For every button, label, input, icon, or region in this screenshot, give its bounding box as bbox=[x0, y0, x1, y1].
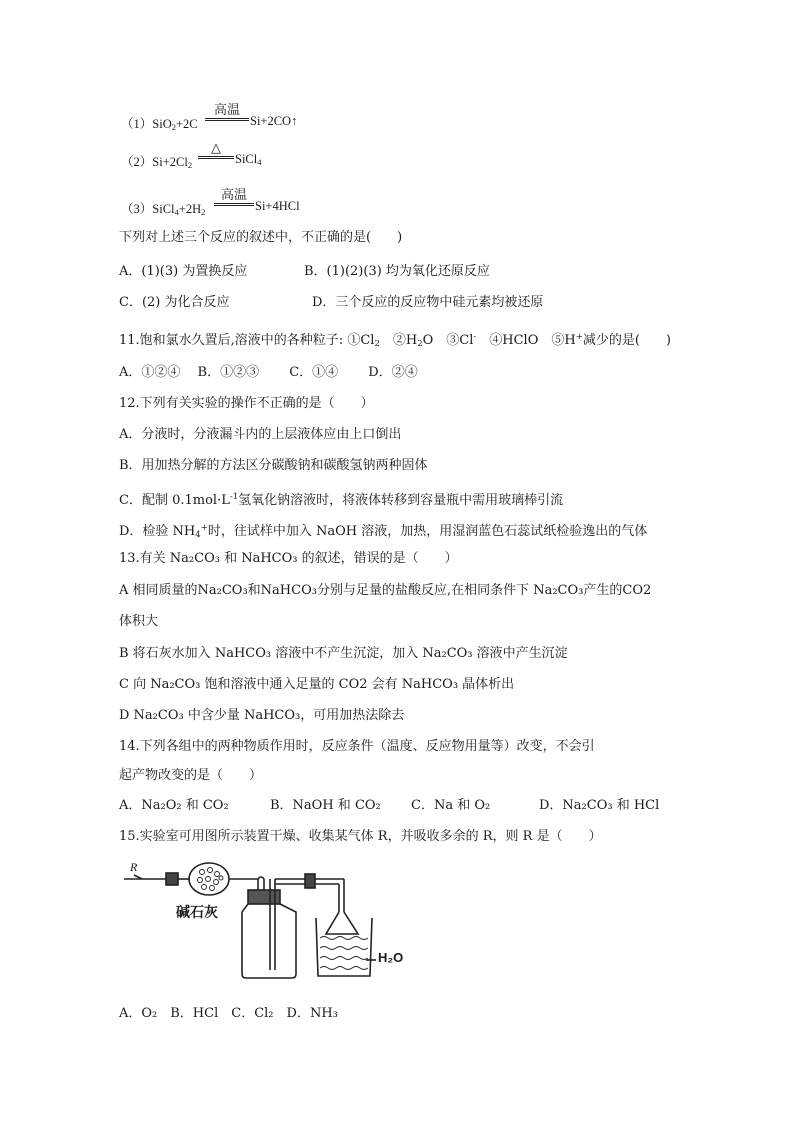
question-stem: 13.有关 Na₂CO₃ 和 NaHCO₃ 的叙述，错误的是（ ） bbox=[119, 551, 458, 566]
equation-reactants: +2C bbox=[175, 117, 198, 131]
option-b: B 将石灰水加入 NaHCO₃ 溶液中不产生沉淀，加入 Na₂CO₃ 溶液中产生沉淀 bbox=[119, 646, 568, 661]
question-stem: 14.下列各组中的两种物质作用时，反应条件（温度、反应物用量等）改变，不会引 bbox=[119, 739, 595, 754]
gas-r-label: R bbox=[130, 860, 138, 874]
equation-label: （3） bbox=[121, 202, 153, 216]
option-b: B．NaOH 和 CO₂ bbox=[270, 798, 381, 813]
option-a: A．分液时，分液漏斗内的上层液体应由上口倒出 bbox=[119, 427, 402, 442]
option-a-continued: 体积大 bbox=[119, 614, 159, 629]
question-stem: 下列对上述三个反应的叙述中，不正确的是( ) bbox=[119, 230, 403, 245]
question-stem-continued: 起产物改变的是（ ） bbox=[119, 768, 263, 783]
option-d: D Na₂CO₃ 中含少量 NaHCO₃，可用加热法除去 bbox=[119, 708, 405, 723]
equation-2: $(2)Si+2Cl_2$ bbox=[121, 155, 193, 170]
equation-products: Si+4HCl bbox=[255, 199, 300, 213]
question-stem: 12.下列有关实验的操作不正确的是（ ） bbox=[119, 396, 374, 411]
option-d: D．检验 $NH_4^+$时，往试样中加入 NaOH 溶液，加热，用湿润蓝色石蕊试纸检验逸出的气体 bbox=[119, 523, 648, 540]
equation-reactants: Si+2Cl bbox=[152, 155, 188, 169]
equation-products: Si+2CO↑ bbox=[250, 114, 298, 128]
reaction-condition: 高温 bbox=[214, 189, 254, 206]
equation-label: （1） bbox=[121, 117, 153, 131]
question-options: A．O₂ B．HCl C．Cl₂ D．NH₃ bbox=[119, 1006, 338, 1021]
option-a: A．(1)(3) 为置换反应 bbox=[119, 264, 248, 279]
option-a: A．Na₂O₂ 和 CO₂ bbox=[119, 798, 229, 813]
option-c: C．Na 和 O₂ bbox=[411, 798, 491, 813]
option-a: A 相同质量的Na₂CO₃和NaHCO₃分别与足量的盐酸反应,在相同条件下 Na₂CO₃产生的CO2 bbox=[119, 583, 652, 598]
question-stem: 15.实验室可用图所示装置干燥、收集某气体 R，并吸收多余的 R，则 R 是（ ） bbox=[119, 829, 602, 844]
option-d: D．三个反应的反应物中硅元素均被还原 bbox=[312, 295, 544, 310]
soda-lime-label: 碱石灰 bbox=[176, 905, 218, 921]
apparatus-diagram bbox=[120, 862, 410, 982]
equation-label: （2） bbox=[121, 155, 153, 169]
equation-3: $(3)SiCl_4+2H_2$ bbox=[121, 202, 206, 217]
question-stem: 11.饱和氯水久置后,溶液中的各种粒子: $①Cl_2$ $②H_2O$ ③Cl- ④HClO ⑤H+减少的是( ) bbox=[119, 332, 671, 349]
water-label: H₂O bbox=[378, 950, 404, 965]
question-options: A．①②④ B．①②③ C．①④ D．②④ bbox=[119, 365, 418, 380]
option-c: C．(2) 为化合反应 bbox=[119, 295, 230, 310]
option-c: C 向 Na₂CO₃ 饱和溶液中通入足量的 CO2 会有 NaHCO₃ 晶体析出 bbox=[119, 677, 515, 692]
equation-products: SiCl$_4$ bbox=[235, 152, 262, 167]
option-b: B．(1)(2)(3) 均为氧化还原反应 bbox=[304, 264, 490, 279]
equation-reactants: +2H bbox=[178, 202, 202, 216]
reaction-condition: △ bbox=[198, 142, 234, 159]
option-c: C．配制 $0.1mol\cdot L^{-1}$氢氧化钠溶液时，将液体转移到容量瓶中需用玻璃棒引流 bbox=[119, 492, 564, 508]
reaction-condition: 高温 bbox=[205, 104, 249, 121]
equation-1: （1）SiO$_2$+2C bbox=[121, 117, 198, 132]
option-d: D．Na₂CO₃ 和 HCl bbox=[539, 798, 660, 813]
option-b: B．用加热分解的方法区分碳酸钠和碳酸氢钠两种固体 bbox=[119, 458, 428, 473]
equation-reactants: SiO bbox=[152, 117, 172, 131]
equation-reactants: SiCl bbox=[152, 202, 175, 216]
